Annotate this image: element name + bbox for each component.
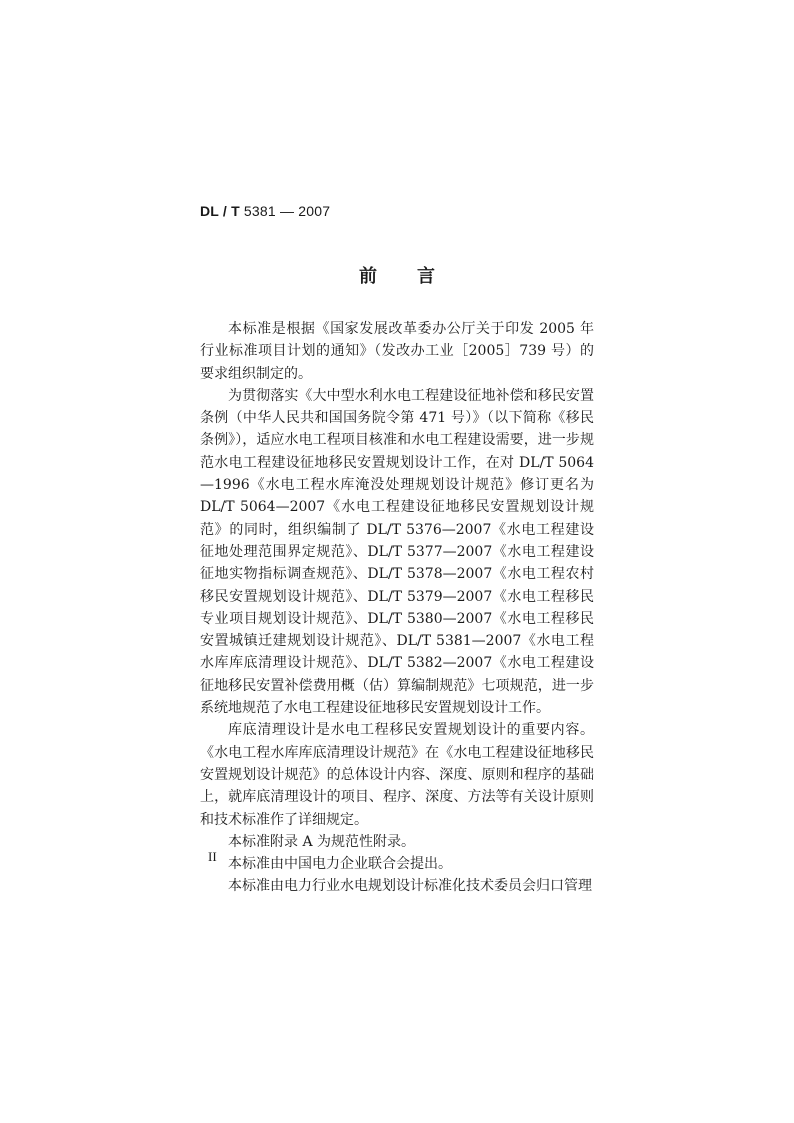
page-title-char-2: 言 xyxy=(417,266,435,287)
foreword-body xyxy=(200,318,594,898)
paragraph-6: 本标准由电力行业水电规划设计标准化技术委员会归口管理 xyxy=(228,878,592,895)
paragraph-4: 本标准附录 A 为规范性附录。 xyxy=(228,833,416,850)
document-code xyxy=(200,203,330,219)
paragraph-2: 为贯彻落实《大中型水利水电工程建设征地补偿和移民安置条例（中华人民共和国国务院令第 471 号）》（以下简称《移民条例》），适应水电工程项目核准和水电工程建设需要，进一步规范水电工程建设征地移民安置规划设计工作，在对 DL/T 5064—1996《水电工程水库淹没处理规划设计规范》修订更名为 DL/T 5064—2007《水电工程建设征地移民安置规划设计规范》的同时，组织编制了 DL/T 5376—2007《水电工程建设征地处理范围界定规范》、DL/T 5377—2007《水电工程建设征地实物指标调查规范》、DL/T 5378—2007《水电工程农村移民安置规划设计规范》、DL/T 5379—2007《水电工程移民专业项目规划设计规范》、DL/T 5380—2007《水电工程移民安置城镇迁建规划设计规范》、DL/T 5381—2007《水电工程水库库底清理设计规范》、DL/T 5382—2007《水电工程建设征地移民安置补偿费用概（估）算编制规范》七项规范，进一步系统地规范了水电工程建设征地移民安置规划设计工作。 xyxy=(200,387,594,717)
page-number: II xyxy=(208,849,217,864)
paragraph-3: 库底清理设计是水电工程移民安置规划设计的重要内容。《水电工程水库库底清理设计规范》在《水电工程建设征地移民安置规划设计规范》的总体设计内容、深度、原则和程序的基础上，就库底清理设计的项目、程序、深度、方法等有关设计原则和技术标准作了详细规定。 xyxy=(200,722,594,828)
paragraph-5: 本标准由中国电力企业联合会提出。 xyxy=(228,856,452,873)
document-code-prefix: DL / T xyxy=(200,203,240,219)
page-title xyxy=(0,262,794,288)
page-title-char-1: 前 xyxy=(359,266,377,287)
document-code-number: 5381 — 2007 xyxy=(239,203,331,219)
paragraph-1: 本标准是根据《国家发展改革委办公厅关于印发 2005 年行业标准项目计划的通知》（发改办工业［2005］739 号）的要求组织制定的。 xyxy=(200,321,594,382)
